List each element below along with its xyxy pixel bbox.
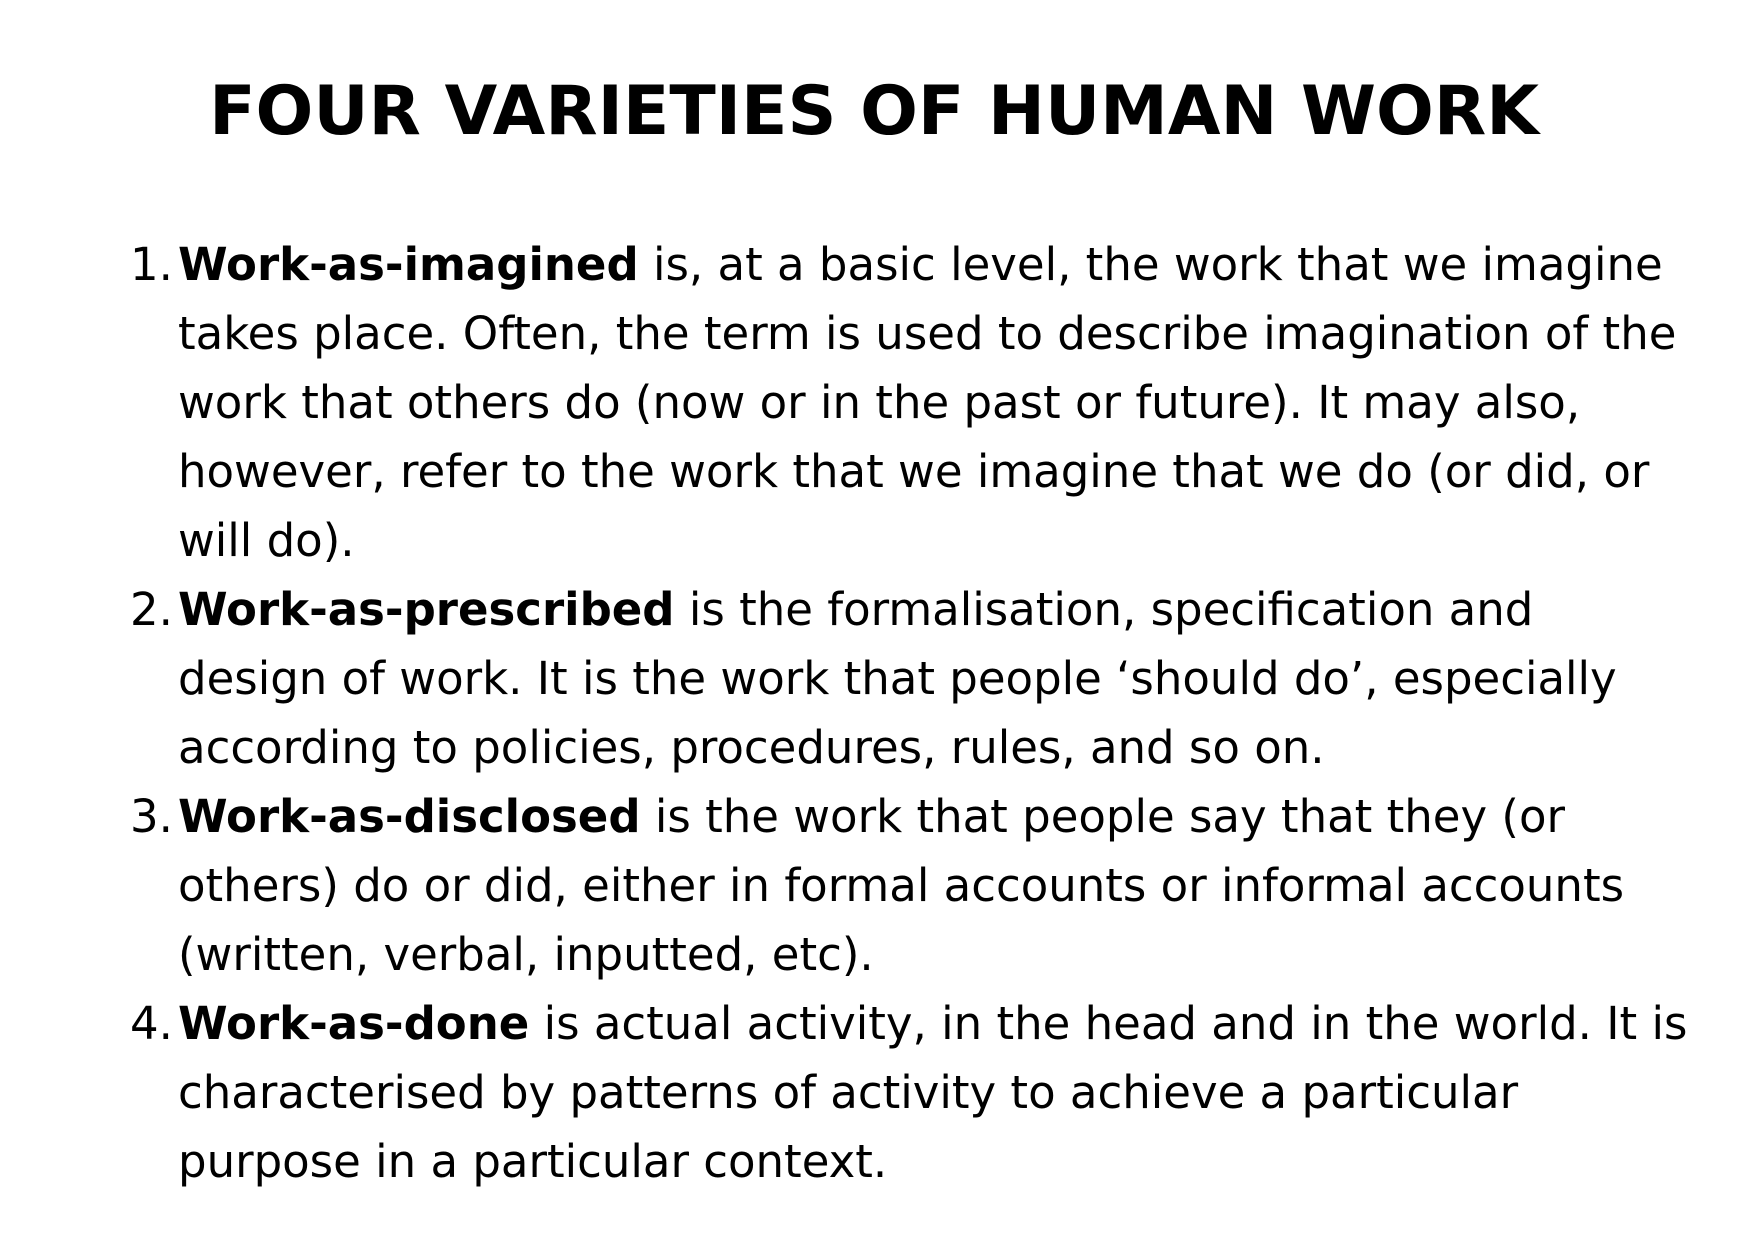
term-work-as-disclosed: Work-as-disclosed [178,790,641,843]
list-item-work-as-done [130,989,1690,1196]
list-item-work-as-imagined [130,230,1690,575]
definition-text: is the formalisation, specification and design of work. It is the work that people ‘should do’, especially according to policies, procedures, rules, and so on. [178,583,1617,774]
definition-text: is actual activity, in the head and in the world. It is characterised by patterns of activity to achieve a particular purpose in a particular context. [178,997,1688,1188]
list-number: 3. [130,790,173,843]
list-number: 2. [130,583,173,636]
list-item-work-as-prescribed [130,575,1690,782]
list-item-content [178,782,1690,989]
list-number: 1. [130,238,173,291]
list-item-content [178,989,1690,1196]
list-item-content [178,575,1690,782]
term-work-as-prescribed: Work-as-prescribed [178,583,675,636]
definition-text: is the work that people say that they (or others) do or did, either in formal accounts or informal accounts (written, verbal, inputted, etc). [178,790,1625,981]
term-work-as-imagined: Work-as-imagined [178,238,639,291]
list-number: 4. [130,997,173,1050]
varieties-list [130,230,1690,1196]
list-item-content [178,230,1690,575]
list-item-work-as-disclosed [130,782,1690,989]
page-title: FOUR VARIETIES OF HUMAN WORK [209,72,1539,151]
term-work-as-done: Work-as-done [178,997,530,1050]
definition-text: is, at a basic level, the work that we imagine takes place. Often, the term is used to describe imagination of the work that others do (now or in the past or future). It may also, however, refer to the work that we imagine that we do (or did, or will do). [178,238,1677,567]
